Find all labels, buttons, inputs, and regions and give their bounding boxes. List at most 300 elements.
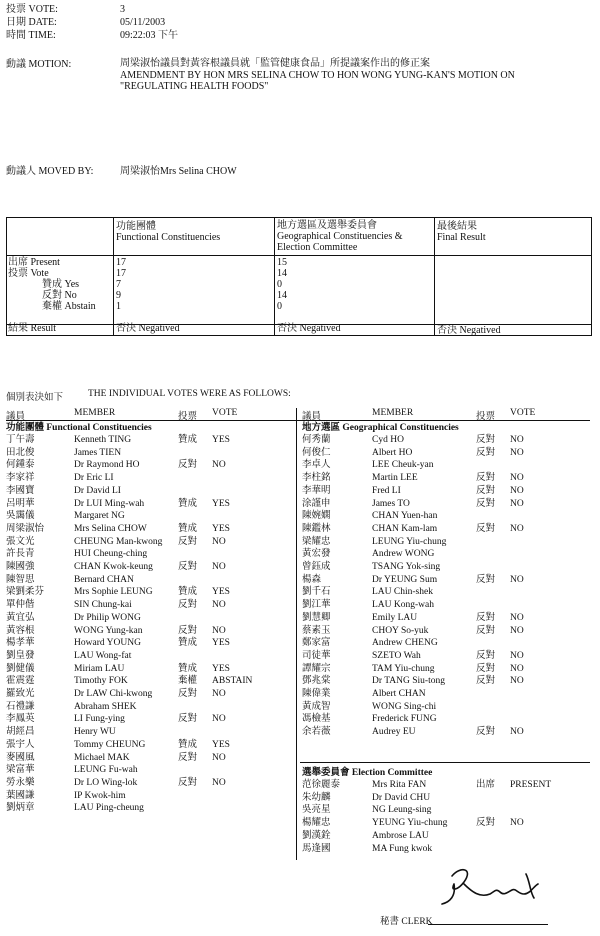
ec-section-title: 選舉委員會 Election Committee xyxy=(302,768,433,778)
abstain-fc: 1 xyxy=(116,301,121,312)
vote-zh: 反對 xyxy=(178,562,198,572)
vote-en: NO xyxy=(212,714,226,725)
member-name-en: Audrey EU xyxy=(372,727,416,738)
member-name-en: CHAN Kwok-keung xyxy=(74,562,153,572)
member-name-zh: 劉江華 xyxy=(302,600,331,611)
vote-en: YES xyxy=(212,587,230,598)
vote-en: NO xyxy=(510,625,524,636)
member-name-en: Dr David CHU xyxy=(372,792,431,803)
member-row xyxy=(6,586,296,598)
member-row xyxy=(302,650,592,662)
vote-zh: 贊成 xyxy=(178,739,198,750)
member-name-en: LAU Ping-cheung xyxy=(74,803,144,814)
vote-zh: 反對 xyxy=(476,727,496,738)
member-row xyxy=(302,574,592,586)
right-col-member-zh: 議員 xyxy=(302,412,322,422)
col-header-gc-en: Geographical Constituencies & xyxy=(277,231,403,242)
member-name-zh: 何鍾泰 xyxy=(6,460,35,471)
vote-zh: 反對 xyxy=(476,574,496,585)
vote-en: YES xyxy=(212,435,230,445)
member-name-zh: 劉慧卿 xyxy=(302,612,331,623)
member-name-zh: 李柱銘 xyxy=(302,473,331,484)
member-row xyxy=(302,779,592,791)
member-row xyxy=(6,472,296,484)
member-name-zh: 陳鑑林 xyxy=(302,523,331,534)
member-name-zh: 李華明 xyxy=(302,485,331,496)
member-name-zh: 范徐麗泰 xyxy=(302,780,341,790)
member-name-zh: 楊孝華 xyxy=(6,638,35,649)
member-name-en: CHOY So-yuk xyxy=(372,625,429,636)
member-name-en: James TO xyxy=(372,498,410,509)
vote-zh: 反對 xyxy=(178,460,198,471)
member-row xyxy=(302,713,592,725)
member-name-zh: 李國寶 xyxy=(6,485,35,496)
member-name-en: Mrs Selina CHOW xyxy=(74,523,147,534)
member-name-zh: 陳智思 xyxy=(6,574,35,585)
vote-zh: 反對 xyxy=(178,625,198,636)
member-name-en: Dr David LI xyxy=(74,485,121,496)
member-name-en: Michael MAK xyxy=(74,752,130,763)
member-name-zh: 田北俊 xyxy=(6,447,35,458)
member-row xyxy=(302,586,592,598)
member-name-en: Dr LAW Chi-kwong xyxy=(74,689,153,699)
member-name-zh: 劉炳章 xyxy=(6,803,35,814)
member-name-en: Timothy FOK xyxy=(74,676,128,687)
vote-zh: 反對 xyxy=(178,752,198,763)
table-rule xyxy=(591,217,592,335)
member-name-en: Frederick FUNG xyxy=(372,714,437,725)
member-name-zh: 張文光 xyxy=(6,536,35,547)
member-row xyxy=(302,548,592,560)
member-name-zh: 單仲偕 xyxy=(6,600,35,611)
member-name-en: James TIEN xyxy=(74,447,122,458)
table-rule xyxy=(434,217,435,335)
vote-zh: 反對 xyxy=(476,435,496,445)
member-name-zh: 陳偉業 xyxy=(302,689,331,699)
member-row xyxy=(302,536,592,548)
member-row xyxy=(302,498,592,510)
gc-section-title: 地方選區 Geographical Constituencies xyxy=(302,423,459,433)
member-row xyxy=(302,792,592,804)
clerk-label: 秘書 CLERK xyxy=(380,917,433,927)
member-row xyxy=(6,650,296,662)
member-name-en: CHAN Kam-lam xyxy=(372,523,438,534)
member-name-en: IP Kwok-him xyxy=(74,790,126,801)
member-row xyxy=(302,485,592,497)
member-name-zh: 張宇人 xyxy=(6,739,35,750)
individual-votes-intro-en: THE INDIVIDUAL VOTES WERE AS FOLLOWS: xyxy=(88,389,291,399)
vote-zh: 反對 xyxy=(476,523,496,534)
right-col-member-en: MEMBER xyxy=(372,408,414,418)
fc-section-title: 功能團體 Functional Constituencies xyxy=(6,423,152,433)
member-row xyxy=(6,777,296,789)
member-name-en: Cyd HO xyxy=(372,435,404,445)
vote-zh: 贊成 xyxy=(178,523,198,534)
member-row xyxy=(302,434,592,446)
result-fc: 否決 Negatived xyxy=(116,323,180,334)
abstain-gc: 0 xyxy=(277,301,282,312)
member-row xyxy=(6,434,296,446)
vote-en: NO xyxy=(212,460,226,471)
result-gc: 否決 Negatived xyxy=(277,323,341,334)
member-name-en: Emily LAU xyxy=(372,612,418,623)
date-value: 05/11/2003 xyxy=(120,17,166,28)
vote-en: ABSTAIN xyxy=(212,676,253,687)
member-name-en: Henry WU xyxy=(74,727,116,738)
member-row xyxy=(302,804,592,816)
member-name-zh: 馬逢國 xyxy=(302,843,331,854)
vote-en: NO xyxy=(510,574,524,585)
member-name-en: LEUNG Yiu-chung xyxy=(372,536,447,547)
left-col-member-en: MEMBER xyxy=(74,408,116,418)
member-row xyxy=(6,688,296,700)
table-rule xyxy=(6,255,592,256)
vote-en: NO xyxy=(510,447,524,458)
member-name-zh: 朱幼麟 xyxy=(302,792,331,803)
vote-en: YES xyxy=(212,663,230,674)
member-name-en: WONG Yung-kan xyxy=(74,625,143,636)
member-name-zh: 劉千石 xyxy=(302,587,331,598)
member-name-en: Bernard CHAN xyxy=(74,574,134,585)
vote-zh: 反對 xyxy=(476,498,496,509)
time-label: 時間 TIME: xyxy=(6,30,56,41)
vote-zh: 反對 xyxy=(476,663,496,674)
vote-zh: 贊成 xyxy=(178,435,198,445)
moved-by-label: 動議人 MOVED BY: xyxy=(6,166,94,177)
vote-number: 3 xyxy=(120,4,125,15)
no-gc: 14 xyxy=(277,290,287,301)
member-row xyxy=(302,612,592,624)
vote-fc: 17 xyxy=(116,268,126,279)
vote-zh: 反對 xyxy=(476,473,496,484)
member-name-zh: 蔡素玉 xyxy=(302,625,331,636)
member-name-en: Kenneth TING xyxy=(74,435,132,445)
member-row xyxy=(6,675,296,687)
member-name-en: LEE Cheuk-yan xyxy=(372,460,434,471)
row-label-vote: 投票 Vote xyxy=(8,268,49,279)
member-name-en: Abraham SHEK xyxy=(74,701,137,712)
member-name-zh: 陳婉嫻 xyxy=(302,511,331,522)
table-rule xyxy=(6,217,7,335)
vote-en: NO xyxy=(510,727,524,738)
left-col-vote-zh: 投票 xyxy=(178,412,198,422)
member-row xyxy=(6,802,296,814)
table-rule xyxy=(6,335,592,336)
member-name-zh: 黃宏發 xyxy=(302,549,331,560)
member-name-en: Dr Philip WONG xyxy=(74,612,141,623)
member-row xyxy=(302,726,592,738)
clerk-signature xyxy=(430,862,560,910)
member-name-zh: 黃容根 xyxy=(6,625,35,636)
moved-by-value: 周梁淑怡Mrs Selina CHOW xyxy=(120,166,237,177)
ec-section-rule xyxy=(300,762,590,763)
member-name-zh: 梁耀忠 xyxy=(302,536,331,547)
vote-zh: 反對 xyxy=(178,777,198,788)
vote-zh: 贊成 xyxy=(178,638,198,649)
member-row xyxy=(302,599,592,611)
vote-en: NO xyxy=(510,663,524,674)
left-col-vote-en: VOTE xyxy=(212,408,238,418)
member-name-zh: 羅致光 xyxy=(6,689,35,699)
member-row xyxy=(302,625,592,637)
member-name-zh: 胡經昌 xyxy=(6,727,35,738)
member-name-en: Dr LO Wing-lok xyxy=(74,777,138,788)
vote-en: NO xyxy=(510,435,524,445)
member-name-en: Albert HO xyxy=(372,447,413,458)
vote-en: NO xyxy=(212,562,226,572)
member-name-zh: 涂謹申 xyxy=(302,498,331,509)
member-name-en: SIN Chung-kai xyxy=(74,600,132,611)
member-row xyxy=(302,688,592,700)
member-name-en: Mrs Rita FAN xyxy=(372,780,427,790)
member-row xyxy=(302,830,592,842)
row-label-present: 出席 Present xyxy=(8,257,60,268)
member-row xyxy=(6,548,296,560)
member-name-zh: 余若薇 xyxy=(302,727,331,738)
member-row xyxy=(6,498,296,510)
member-name-zh: 鄧兆棠 xyxy=(302,676,331,687)
left-col-member-zh: 議員 xyxy=(6,412,26,422)
member-name-en: CHEUNG Man-kwong xyxy=(74,536,163,547)
vote-zh: 反對 xyxy=(476,447,496,458)
member-name-en: CHAN Yuen-han xyxy=(372,511,438,522)
member-row xyxy=(6,574,296,586)
vote-zh: 贊成 xyxy=(178,587,198,598)
table-rule xyxy=(274,217,275,335)
vote-en: YES xyxy=(212,739,230,750)
member-row xyxy=(6,625,296,637)
member-name-zh: 許長青 xyxy=(6,549,35,560)
vote-en: NO xyxy=(510,650,524,661)
member-name-en: Albert CHAN xyxy=(372,689,426,699)
member-name-en: SZETO Wah xyxy=(372,650,421,661)
col-header-gc-zh: 地方選區及選舉委員會 xyxy=(277,220,377,231)
clerk-signature-line xyxy=(428,924,548,925)
member-name-en: Tommy CHEUNG xyxy=(74,739,146,750)
vote-zh: 棄權 xyxy=(178,676,198,687)
member-name-zh: 吳靄儀 xyxy=(6,511,35,522)
member-row xyxy=(6,790,296,802)
table-rule xyxy=(113,217,114,335)
vote-en: NO xyxy=(510,485,524,496)
member-row xyxy=(6,612,296,624)
member-row xyxy=(6,637,296,649)
member-name-zh: 劉健儀 xyxy=(6,663,35,674)
summary-table xyxy=(6,217,592,335)
member-name-en: HUI Cheung-ching xyxy=(74,549,148,560)
member-name-zh: 司徒華 xyxy=(302,650,331,661)
member-name-en: NG Leung-sing xyxy=(372,805,432,816)
vote-en: NO xyxy=(212,625,226,636)
vote-zh: 反對 xyxy=(476,650,496,661)
row-label-yes: 贊成 Yes xyxy=(42,279,80,290)
right-col-vote-zh: 投票 xyxy=(476,412,496,422)
member-row xyxy=(302,701,592,713)
member-name-en: Dr TANG Siu-tong xyxy=(372,676,445,687)
member-name-zh: 梁劉柔芬 xyxy=(6,587,45,598)
member-name-zh: 麥國風 xyxy=(6,752,35,763)
member-name-en: LEUNG Fu-wah xyxy=(74,765,138,776)
table-rule xyxy=(6,217,592,218)
member-name-en: WONG Sing-chi xyxy=(372,701,437,712)
member-name-zh: 石禮謙 xyxy=(6,701,35,712)
result-final: 否決 Negatived xyxy=(437,325,501,336)
yes-gc: 0 xyxy=(277,279,282,290)
member-name-en: LI Fung-ying xyxy=(74,714,125,725)
member-name-zh: 劉漢銓 xyxy=(302,830,331,841)
right-col-vote-en: VOTE xyxy=(510,408,536,418)
member-name-en: Ambrose LAU xyxy=(372,830,429,841)
time-value: 09:22:03 下午 xyxy=(120,30,179,41)
vote-en: YES xyxy=(212,498,230,509)
member-name-en: Martin LEE xyxy=(372,473,418,484)
member-name-en: MA Fung kwok xyxy=(372,843,433,854)
member-name-en: Dr Raymond HO xyxy=(74,460,140,471)
member-row xyxy=(6,764,296,776)
member-name-en: Howard YOUNG xyxy=(74,638,141,649)
member-name-en: YEUNG Yiu-chung xyxy=(372,818,448,829)
member-name-en: Fred LI xyxy=(372,485,401,496)
yes-fc: 7 xyxy=(116,279,121,290)
vote-zh: 反對 xyxy=(476,818,496,829)
member-row xyxy=(302,637,592,649)
vote-gc: 14 xyxy=(277,268,287,279)
member-row xyxy=(6,752,296,764)
vote-zh: 反對 xyxy=(178,689,198,699)
member-row xyxy=(6,523,296,535)
member-row xyxy=(6,713,296,725)
member-name-zh: 周梁淑怡 xyxy=(6,523,45,534)
vote-zh: 反對 xyxy=(178,714,198,725)
present-gc: 15 xyxy=(277,257,287,268)
date-label: 日期 DATE: xyxy=(6,17,57,28)
member-name-zh: 曾鈺成 xyxy=(302,562,331,572)
no-fc: 9 xyxy=(116,290,121,301)
member-name-zh: 呂明華 xyxy=(6,498,35,509)
member-name-en: Andrew CHENG xyxy=(372,638,438,649)
vote-en: NO xyxy=(212,752,226,763)
member-row xyxy=(302,817,592,829)
vote-zh: 贊成 xyxy=(178,498,198,509)
member-name-zh: 何秀蘭 xyxy=(302,435,331,445)
vote-en: NO xyxy=(510,473,524,484)
member-row xyxy=(6,599,296,611)
member-name-en: Dr YEUNG Sum xyxy=(372,574,438,585)
member-name-zh: 劉皇發 xyxy=(6,650,35,661)
vote-en: NO xyxy=(212,689,226,699)
vote-zh: 反對 xyxy=(476,676,496,687)
row-label-abstain: 棄權 Abstain xyxy=(42,301,96,312)
member-name-zh: 勞永樂 xyxy=(6,777,35,788)
member-row xyxy=(302,675,592,687)
vote-en: NO xyxy=(510,818,524,829)
member-name-en: TAM Yiu-chung xyxy=(372,663,435,674)
member-name-en: Dr LUI Ming-wah xyxy=(74,498,145,509)
member-name-en: LAU Kong-wah xyxy=(372,600,435,611)
member-row xyxy=(302,523,592,535)
vote-en: NO xyxy=(510,612,524,623)
member-row xyxy=(6,663,296,675)
member-name-zh: 葉國謙 xyxy=(6,790,35,801)
vote-zh: 反對 xyxy=(178,600,198,611)
member-name-zh: 李卓人 xyxy=(302,460,331,471)
motion-label: 動議 MOTION: xyxy=(6,59,72,70)
header-rule xyxy=(6,420,590,421)
member-name-en: Margaret NG xyxy=(74,511,125,522)
member-row xyxy=(302,459,592,471)
present-fc: 17 xyxy=(116,257,126,268)
member-row xyxy=(6,447,296,459)
member-name-en: TSANG Yok-sing xyxy=(372,562,441,572)
member-row xyxy=(6,701,296,713)
vote-en: NO xyxy=(212,777,226,788)
member-name-en: LAU Wong-fat xyxy=(74,650,132,661)
vote-zh: 反對 xyxy=(476,625,496,636)
col-header-fc-zh: 功能團體 xyxy=(116,221,156,232)
motion-title-zh: 周梁淑怡議員對黃容根議員就「監管健康食品」所提議案作出的修正案 xyxy=(120,58,430,69)
vote-en: NO xyxy=(212,536,226,547)
vote-zh: 贊成 xyxy=(178,663,198,674)
member-row xyxy=(302,510,592,522)
member-row xyxy=(6,459,296,471)
member-row xyxy=(6,726,296,738)
col-header-final-en: Final Result xyxy=(437,232,486,243)
vote-en: YES xyxy=(212,638,230,649)
col-header-fc-en: Functional Constituencies xyxy=(116,232,221,243)
member-row xyxy=(6,485,296,497)
vote-label: 投票 VOTE: xyxy=(6,4,58,15)
member-name-zh: 楊耀忠 xyxy=(302,818,331,829)
individual-votes-intro-zh: 個別表決如下 xyxy=(6,393,64,403)
vote-en: NO xyxy=(510,498,524,509)
vote-en: YES xyxy=(212,523,230,534)
member-name-zh: 黃宜弘 xyxy=(6,612,35,623)
member-row xyxy=(302,843,592,855)
member-name-zh: 譚耀宗 xyxy=(302,663,331,674)
member-name-zh: 李家祥 xyxy=(6,473,35,484)
member-name-en: LAU Chin-shek xyxy=(372,587,433,598)
vote-zh: 出席 xyxy=(476,780,496,790)
vote-zh: 反對 xyxy=(476,485,496,496)
vote-zh: 反對 xyxy=(178,536,198,547)
row-label-result: 結果 Result xyxy=(8,323,57,334)
vote-en: NO xyxy=(212,600,226,611)
member-name-en: Mrs Sophie LEUNG xyxy=(74,587,153,598)
vote-zh: 反對 xyxy=(476,612,496,623)
member-row xyxy=(6,739,296,751)
vote-en: PRESENT xyxy=(510,780,552,790)
member-name-zh: 梁富華 xyxy=(6,765,35,776)
vote-en: NO xyxy=(510,523,524,534)
member-name-zh: 丁午壽 xyxy=(6,435,35,445)
member-row xyxy=(302,561,592,573)
member-name-zh: 楊森 xyxy=(302,574,322,585)
member-row xyxy=(302,472,592,484)
column-divider xyxy=(296,408,297,860)
member-name-en: Dr Eric LI xyxy=(74,473,114,484)
member-name-zh: 鄭家富 xyxy=(302,638,331,649)
member-name-zh: 李鳳英 xyxy=(6,714,35,725)
member-row xyxy=(302,663,592,675)
member-row xyxy=(6,510,296,522)
col-header-final-zh: 最後結果 xyxy=(437,221,477,232)
member-row xyxy=(6,536,296,548)
member-name-en: Andrew WONG xyxy=(372,549,435,560)
motion-title-en-2: "REGULATING HEALTH FOODS" xyxy=(120,81,269,92)
member-row xyxy=(6,561,296,573)
motion-title-en-1: AMENDMENT BY HON MRS SELINA CHOW TO HON WONG YUNG-KAN'S MOTION ON xyxy=(120,70,515,81)
member-row xyxy=(302,447,592,459)
